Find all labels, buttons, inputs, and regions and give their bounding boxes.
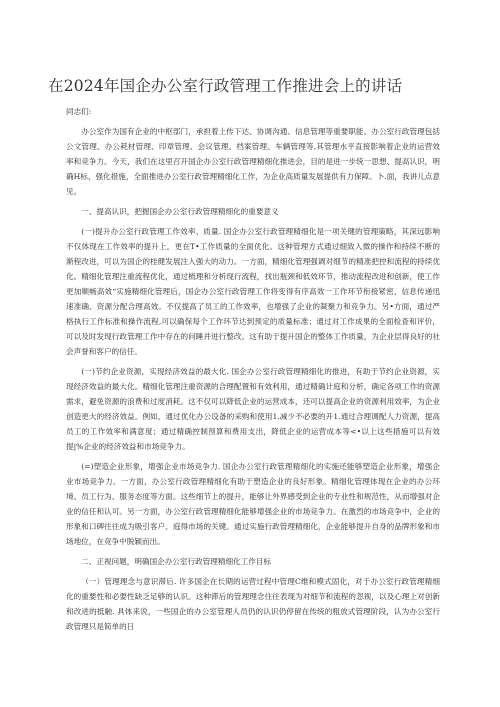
body-paragraph: （一）管理理念与意识滞后. 许多国企在长期的运营过程中管理C维和模式固化，对于办公室行政管理精细化的重要性和必要性缺乏足够的认识。这种滞后的管理理念往往表现为对细节和流程的忽视，以及心理上对创新和改进的抵触. 具体来说，一些国企的办公室管理人员仍的认识仍停留在传统的粗放式管理阶段，认为办公室行政管理只是简单的日 (66, 577, 440, 631)
body-paragraph: (一)提升办公室行政管理工作效率、质量. 国企办公室行政管理精细化是一项关键的管理策略，其深远影响不仅体现在工作效率的提升上，更在T•工作质量的全面优化。这种管理方式通过细致入微的操作和持续不断的渐程改进，可以为国企的桂健发展注入强大的动力。一方面，精细化管理强调对细节的精准把控和流程的持续优化。精细化管理注重流程优化，通过梳理和分析现行流程，找出瓶颈和低效环节，推动流程改进和创新，使工作更加顺畅高效“实施精细化管理后，国企办公室行政管理工作将变得有序高效一工作环节衔接紧密、信息传递迅速准确、资源分配合理高效。不仅提高了员工的工作效率，也增强了企业的凝聚力和竞争力。另•方面，通过严格执行工作标准和操作流程,可以确保每个工作环节达到预定的质量标准；通过对工作成果的全面检查和评价，可以及时发现行政管理工作中存在的问睡并进行整改。这有助于提升国企的整体工作质量，为企业层得良好的社会声誉和客户的信任。 (66, 227, 440, 356)
section-heading-1: 一、提高认识，把握国企办公室行政管理精细化的重要意义 (81, 207, 279, 216)
document-body (66, 124, 440, 639)
document-title: 在2024年国企办公室行政管理工作推进会上的讲话 (48, 77, 403, 95)
body-paragraph: (=)塑造企业形象，增强企业市场竞争力. 国企办公室行政管理精细化的实施还能够塑造企业形象，增强企业市场竞争力。一方面，办公室行政管理精细化有助于塑造企业的良好形象。精细化管理体现在企业的办公环境、员工行为、服务态度等方面。这些细节上的提升，能够让外界感受到企业的专业性和规范性，从而增强对企业的信任和认可。另一方面，办公室行政管理精细化能够增强企业的市场竞争力。在激烈的市场竞争中，企业的形象和口碑往往成为吸引客户、庭得市场的关键。通过实施行政管理精细化，企业能够提升自身的品牌形象和市场地位，在竞争中脱颖而出。 (66, 462, 440, 546)
salutation: 同志们: (66, 107, 92, 116)
section-heading-2: 二、正视问题，明确国企办公室行政管理精细化工作目标 (81, 557, 272, 566)
body-paragraph: (一)节约企业资源，实现经济效益的最大化. 国企办公室行政管理精细化的推进，有助于节约企业资源，实现经济效益的最大化。精细化管理注重资源的合理配置和有效利用，通过精确计庭和分析，确定各项工作的资源需求，避免资源的浪费和过度消耗。这不仅可以降低企业的运营成本，还可以提高企业的资源利用效率，为企业创造更大的经济效益。例如，通过优化办公设备的采购和使用1.减少不必要的开1.通过合理调配人力资源，提高员工的工作效率和满意度；通过精确控制预算和费用支出，降低企业的运营成本等<•以上这些措施可以有效提|%企业的经济效益和市场竞争力。 (66, 367, 440, 451)
intro-paragraph: 办公室作为国有企业的中枢部门，承担着上传下达、协调沟通、信息管理等重要职能。办公室行政管理包括公文管理、办公耗材管理、印章管理、会议管理、档案管理、车辆管理等,其管理水平直接影响着企业的运营效率和竞争力。今天，我们在这里召开国企办公室行政管理精细化推进会，目的是进一步统一思想、提高认识，明确H标、强化措施，全面推进办公室行政管理精细化工作，为企业高质量发展提供有力保障。卜.面，我讲儿点意见。 (66, 127, 440, 196)
